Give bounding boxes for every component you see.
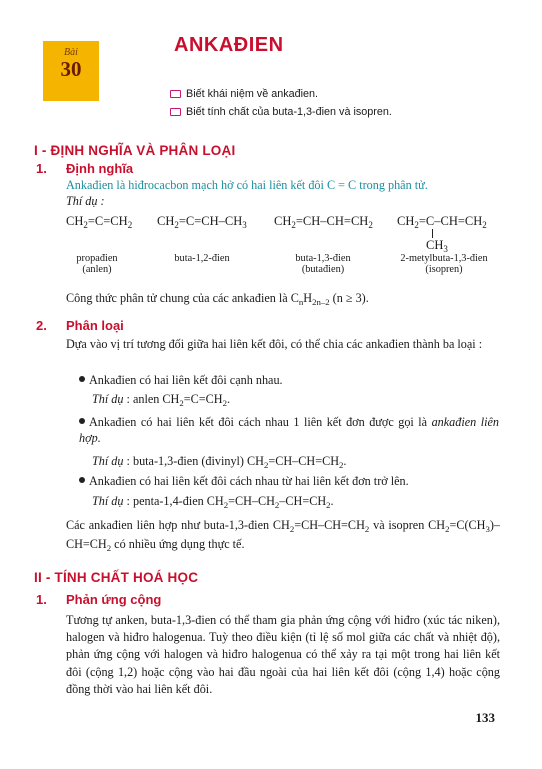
bullet-icon — [79, 376, 85, 382]
example-text: : penta-1,4-đien — [126, 494, 204, 508]
subsection-number: 2. — [36, 318, 47, 333]
objective-item — [170, 106, 392, 118]
formula-buta-1-2-diene: $CH_2=C=CH-CH_3$ — [157, 214, 247, 231]
list-item — [79, 414, 499, 446]
classification-intro: Dựa vào vị trí tương đối giữa hai liên kết đôi, có thể chia các ankađien thành ba loại : — [66, 337, 483, 351]
formula-buta-1-3-diene: $CH_2=CH-CH=CH_2$ — [274, 214, 373, 231]
general-formula-text: Công thức phân tử chung của các ankađien là — [66, 291, 288, 305]
lesson-title: ANKAĐIEN — [174, 34, 284, 56]
example-label: Thí dụ — [92, 494, 124, 508]
type-example: Thí dụ : anlen $CH_2=C=CH_2$. — [92, 392, 230, 409]
compound-name: buta-1,3-đien — [295, 253, 351, 264]
section-heading: I - ĐỊNH NGHĨA VÀ PHÂN LOẠI — [34, 143, 236, 158]
example-label: Thí dụ : — [66, 194, 105, 208]
formula-isoprene: $CH_2=C-CH=CH_2$ — [397, 214, 487, 231]
subsection-heading — [36, 318, 124, 333]
closing-text: và isopren — [373, 518, 425, 532]
compound-caption — [62, 253, 132, 275]
type-example: Thí dụ : buta-1,3-đien (đivinyl) $CH_2=CH-CH=CH_2$. — [92, 454, 347, 471]
subsection-number: 1. — [36, 592, 47, 607]
objective-text: Biết tính chất của buta-1,3-đien và isopren. — [186, 106, 392, 118]
folder-icon — [170, 90, 181, 98]
folder-icon — [170, 108, 181, 116]
bond-line — [432, 229, 433, 238]
section-heading: II - TÍNH CHẤT HOÁ HỌC — [34, 570, 199, 585]
compound-caption — [162, 253, 242, 264]
formula-methyl-group: $CH_3$ — [426, 238, 448, 255]
example-text: : buta-1,3-đien (đivinyl) — [126, 454, 244, 468]
compound-alt-name: (anlen) — [82, 264, 112, 275]
list-item — [79, 474, 409, 489]
example-label: Thí dụ — [92, 392, 124, 406]
subsection-title: Định nghĩa — [66, 161, 134, 176]
type-text: Ankađien có hai liên kết đôi cách nhau 1 liên kết đơn được gọi là — [89, 415, 428, 429]
compound-caption — [283, 253, 363, 275]
page-number: 133 — [475, 710, 495, 725]
closing-paragraph: Các ankađien liên hợp như buta-1,3-đien $CH_2=CH-CH=CH_2$ và isopren $CH_2=C(CH_3)-CH=CH_2$ có nhiều ứng dụng thực tế. — [66, 518, 501, 554]
example-text: : anlen — [126, 392, 160, 406]
bullet-icon — [79, 477, 85, 483]
objective-item — [170, 88, 318, 100]
subsection-heading — [36, 161, 133, 176]
subsection-title: Phản ứng cộng — [66, 592, 162, 607]
compound-alt-name: (isopren) — [425, 264, 463, 275]
compound-name: buta-1,2-đien — [174, 253, 230, 264]
formula-propadiene: $CH_2=C=CH_2$ — [66, 214, 133, 231]
bullet-icon — [79, 418, 85, 424]
general-formula-line: Công thức phân tử chung của các ankađien là $C_nH_{2n-2}$ (n ≥ 3). — [66, 291, 369, 308]
subsection-title: Phân loại — [66, 318, 124, 333]
compound-name: propađien — [76, 253, 118, 264]
compound-alt-name: (butađien) — [301, 264, 345, 275]
list-item — [79, 373, 283, 388]
lesson-label: Bài — [64, 47, 78, 58]
definition-text: Ankađien là hiđrocacbon mạch hở có hai liên kết đôi C = C trong phân tử. — [66, 178, 428, 192]
type-term: ankađien liên hợp. — [79, 415, 499, 445]
reaction-paragraph: Tương tự anken, buta-1,3-đien có thể tham gia phản ứng cộng với hiđro (xúc tác niken), halogen và hiđro halogenua. Tuỳ theo điều kiện (tỉ lệ số mol giữa các chất và nhiệt độ), phản ứng cộng với halogen và hiđro halogenua có thể xảy ra tại một trong hai liên kết đôi (cộng 1,2) hoặc cộng vào hai đầu ngoài của hai liên kết đôi (cộng 1,4) hoặc cộng đồng thời vào hai liên kết đôi. — [66, 613, 500, 696]
example-label: Thí dụ — [92, 454, 124, 468]
type-example: Thí dụ : penta-1,4-đien $CH_2=CH-CH_2-CH=CH_2$. — [92, 494, 334, 511]
lesson-number: 30 — [60, 57, 82, 81]
closing-text: có nhiều ứng dụng thực tế. — [114, 537, 245, 551]
subsection-number: 1. — [36, 161, 47, 176]
type-text: Ankađien có hai liên kết đôi cách nhau từ hai liên kết đơn trở lên. — [89, 474, 409, 488]
compound-caption — [388, 253, 500, 275]
general-formula-condition: (n ≥ 3). — [332, 291, 369, 305]
compound-name: 2-metylbuta-1,3-đien — [400, 253, 488, 264]
closing-text: Các ankađien liên hợp như buta-1,3-đien — [66, 518, 270, 532]
type-text: Ankađien có hai liên kết đôi cạnh nhau. — [89, 373, 283, 387]
objective-text: Biết khái niệm về ankađien. — [186, 88, 319, 100]
subsection-heading — [36, 592, 161, 607]
lesson-badge — [43, 41, 99, 101]
